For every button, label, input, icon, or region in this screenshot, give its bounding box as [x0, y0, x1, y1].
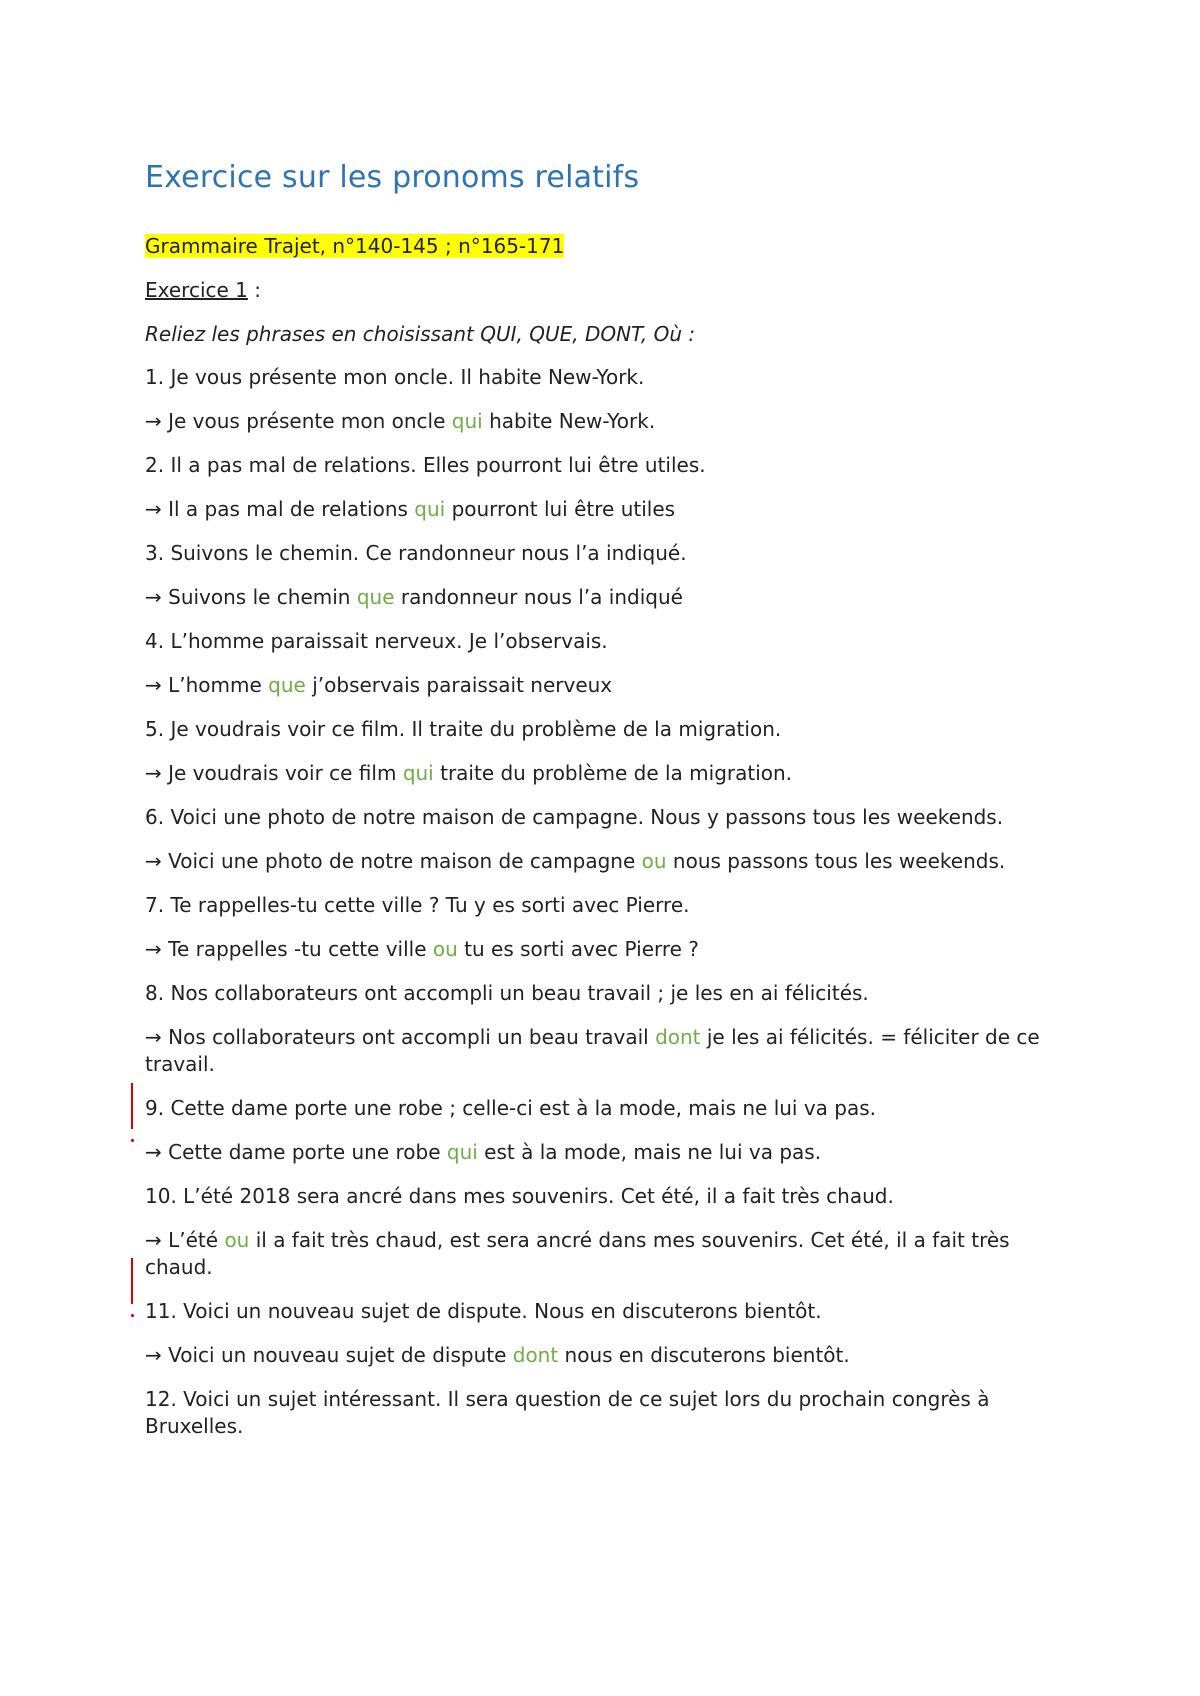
arrow-icon: →	[145, 409, 162, 433]
answer-9	[145, 1139, 1045, 1166]
document-title: Exercice sur les pronoms relatifs	[145, 160, 640, 195]
arrow-icon: →	[145, 849, 162, 873]
question-6: 6. Voici une photo de notre maison de campagne. Nous y passons tous les weekends.	[145, 805, 1004, 829]
arrow-icon: →	[145, 1025, 162, 1049]
reference-line	[145, 233, 1045, 260]
answer-6	[145, 848, 1045, 875]
answer-text: Voici une photo de notre maison de campagne	[161, 849, 642, 873]
relative-pronoun: que	[268, 673, 306, 697]
answer-text: Te rappelles -tu cette ville	[161, 937, 433, 961]
answer-text: nous passons tous les weekends.	[666, 849, 1006, 873]
answer-10	[145, 1227, 1045, 1281]
question-7: 7. Te rappelles-tu cette ville ? Tu y es sorti avec Pierre.	[145, 893, 690, 917]
answer-text: je les ai félicités. = féliciter de ce travail.	[145, 1025, 1040, 1076]
revision-mark	[131, 1139, 134, 1142]
arrow-icon: →	[145, 1343, 162, 1367]
answer-text: il a fait très chaud, est sera ancré dans mes souvenirs. Cet été, il a fait très chaud.	[145, 1228, 1010, 1279]
arrow-icon: →	[145, 1140, 162, 1164]
relative-pronoun: dont	[512, 1343, 559, 1367]
answer-text: nous en discuterons bientôt.	[558, 1343, 850, 1367]
relative-pronoun: qui	[402, 761, 434, 785]
answer-5	[145, 760, 1045, 787]
answer-text: Nos collaborateurs ont accompli un beau travail	[161, 1025, 656, 1049]
question-9: 9. Cette dame porte une robe ; celle-ci est à la mode, mais ne lui va pas.	[145, 1096, 877, 1120]
arrow-icon: →	[145, 1228, 162, 1252]
revision-mark	[131, 1314, 134, 1317]
relative-pronoun: ou	[641, 849, 667, 873]
answer-text: Je voudrais voir ce film	[161, 761, 403, 785]
exercise-suffix: :	[247, 278, 261, 302]
answer-text: habite New-York.	[482, 409, 656, 433]
exercise-items	[145, 364, 1045, 1369]
question-3: 3. Suivons le chemin. Ce randonneur nous l’a indiqué.	[145, 541, 687, 565]
answer-2	[145, 496, 1045, 523]
arrow-icon: →	[145, 673, 162, 697]
answer-7	[145, 936, 1045, 963]
relative-pronoun: qui	[446, 1140, 478, 1164]
reference-highlight: Grammaire Trajet, n°140-145 ; n°165-171	[145, 234, 565, 258]
answer-11	[145, 1342, 1045, 1369]
answer-text: Voici un nouveau sujet de dispute	[161, 1343, 513, 1367]
answer-text: tu es sorti avec Pierre ?	[457, 937, 699, 961]
answer-text: Suivons le chemin	[161, 585, 357, 609]
exercise-heading	[145, 277, 1045, 304]
arrow-icon: →	[145, 937, 162, 961]
question-1: 1. Je vous présente mon oncle. Il habite New-York.	[145, 365, 645, 389]
answer-3	[145, 584, 1045, 611]
answer-4	[145, 672, 1045, 699]
answer-text: L’été	[161, 1228, 225, 1252]
answer-text: Il a pas mal de relations	[161, 497, 415, 521]
arrow-icon: →	[145, 761, 162, 785]
relative-pronoun: que	[356, 585, 395, 609]
document-page	[145, 160, 1045, 1457]
answer-text: traite du problème de la migration.	[433, 761, 793, 785]
answer-text: Je vous présente mon oncle	[161, 409, 452, 433]
question-11: 11. Voici un nouveau sujet de dispute. Nous en discuterons bientôt.	[145, 1299, 822, 1323]
answer-text: j’observais paraissait nerveux	[305, 673, 613, 697]
instruction: Reliez les phrases en choisissant QUI, QUE, DONT, Où :	[145, 322, 696, 346]
answer-text: L’homme	[161, 673, 269, 697]
relative-pronoun: qui	[451, 409, 483, 433]
question-10: 10. L’été 2018 sera ancré dans mes souvenirs. Cet été, il a fait très chaud.	[145, 1184, 894, 1208]
relative-pronoun: qui	[414, 497, 446, 521]
answer-text: Cette dame porte une robe	[161, 1140, 447, 1164]
last-question: 12. Voici un sujet intéressant. Il sera question de ce sujet lors du prochain congrès à Bruxelles.	[145, 1387, 990, 1438]
relative-pronoun: ou	[224, 1228, 250, 1252]
question-2: 2. Il a pas mal de relations. Elles pourront lui être utiles.	[145, 453, 706, 477]
revision-bar	[131, 1258, 133, 1304]
answer-1	[145, 408, 1045, 435]
revision-bar	[131, 1083, 133, 1129]
answer-8	[145, 1024, 1045, 1078]
question-4: 4. L’homme paraissait nerveux. Je l’observais.	[145, 629, 608, 653]
relative-pronoun: dont	[655, 1025, 701, 1049]
answer-text: randonneur nous l’a indiqué	[394, 585, 683, 609]
exercise-label: Exercice 1	[145, 278, 248, 302]
answer-text: pourront lui être utiles	[445, 497, 676, 521]
arrow-icon: →	[145, 497, 162, 521]
relative-pronoun: ou	[432, 937, 458, 961]
question-8: 8. Nos collaborateurs ont accompli un beau travail ; je les en ai félicités.	[145, 981, 869, 1005]
answer-text: est à la mode, mais ne lui va pas.	[477, 1140, 822, 1164]
arrow-icon: →	[145, 585, 162, 609]
question-5: 5. Je voudrais voir ce film. Il traite du problème de la migration.	[145, 717, 782, 741]
